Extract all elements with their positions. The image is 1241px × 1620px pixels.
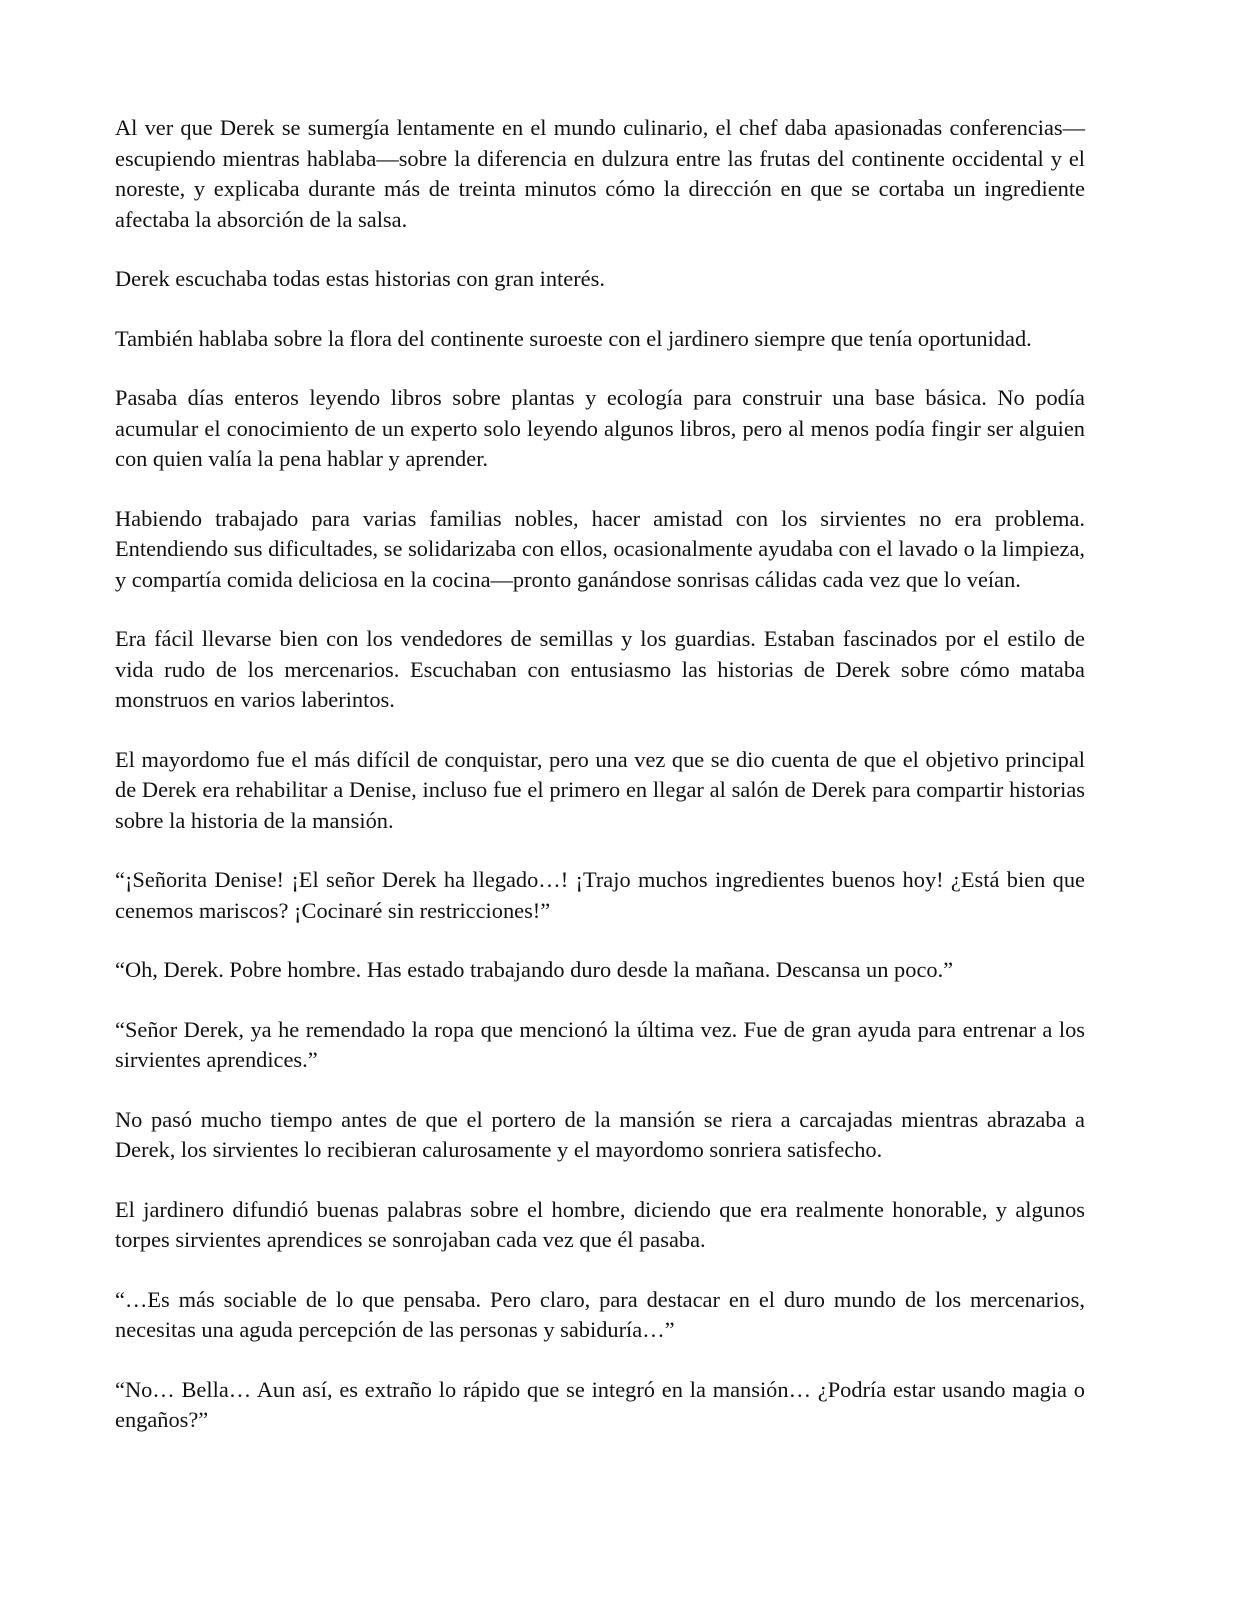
document-page [115, 113, 1085, 1436]
paragraph-1: Al ver que Derek se sumergía lentamente en el mundo culinario, el chef daba apasionadas conferencias—escupiendo mientras hablaba—sobre la diferencia en dulzura entre las frutas del continente occidental y el noreste, y explicaba durante más de treinta minutos cómo la dirección en que se cortaba un ingrediente afectaba la absorción de la salsa. [115, 115, 1085, 232]
paragraph-7: El mayordomo fue el más difícil de conquistar, pero una vez que se dio cuenta de que el objetivo principal de Derek era rehabilitar a Denise, incluso fue el primero en llegar al salón de Derek para compartir historias sobre la historia de la mansión. [115, 746, 1085, 833]
paragraph-6: Era fácil llevarse bien con los vendedores de semillas y los guardias. Estaban fascinados por el estilo de vida rudo de los mercenarios. Escuchaban con entusiasmo las historias de Derek sobre cómo mataba monstruos en varios laberintos. [115, 626, 1085, 712]
paragraph-9: El jardinero difundió buenas palabras sobre el hombre, diciendo que era realmente honorable, y algunos torpes sirvientes aprendices se sonrojaban cada vez que él pasaba. [115, 1196, 1085, 1252]
dialogue-1: “¡Señorita Denise! ¡El señor Derek ha llegado…! ¡Trajo muchos ingredientes buenos hoy! ¿Está bien que cenemos mariscos? ¡Cocinaré sin restricciones!” [115, 867, 1085, 923]
dialogue-4: “…Es más sociable de lo que pensaba. Pero claro, para destacar en el duro mundo de los mercenarios, necesitas una aguda percepción de las personas y sabiduría…” [115, 1286, 1085, 1342]
dialogue-3: “Señor Derek, ya he remendado la ropa que mencionó la última vez. Fue de gran ayuda para entrenar a los sirvientes aprendices.” [115, 1016, 1085, 1072]
paragraph-8: No pasó mucho tiempo antes de que el portero de la mansión se riera a carcajadas mientras abrazaba a Derek, los sirvientes lo recibieran calurosamente y el mayordomo sonriera satisfecho. [115, 1106, 1085, 1162]
dialogue-2: “Oh, Derek. Pobre hombre. Has estado trabajando duro desde la mañana. Descansa un poco.” [115, 957, 954, 982]
paragraph-5: Habiendo trabajado para varias familias nobles, hacer amistad con los sirvientes no era problema. Entendiendo sus dificultades, se solidarizaba con ellos, ocasionalmente ayudaba con el lavado o la limpieza, y compartía comida deliciosa en la cocina—pronto ganándose sonrisas cálidas cada vez que lo veían. [115, 505, 1085, 592]
paragraph-4: Pasaba días enteros leyendo libros sobre plantas y ecología para construir una base básica. No podía acumular el conocimiento de un experto solo leyendo algunos libros, pero al menos podía fingir ser alguien con quien valía la pena hablar y aprender. [115, 385, 1085, 471]
dialogue-5: “No… Bella… Aun así, es extraño lo rápido que se integró en la mansión… ¿Podría estar usando magia o engaños?” [115, 1376, 1085, 1432]
paragraph-3: También hablaba sobre la flora del continente suroeste con el jardinero siempre que tenía oportunidad. [115, 325, 1032, 351]
paragraph-2: Derek escuchaba todas estas historias con gran interés. [115, 266, 605, 291]
